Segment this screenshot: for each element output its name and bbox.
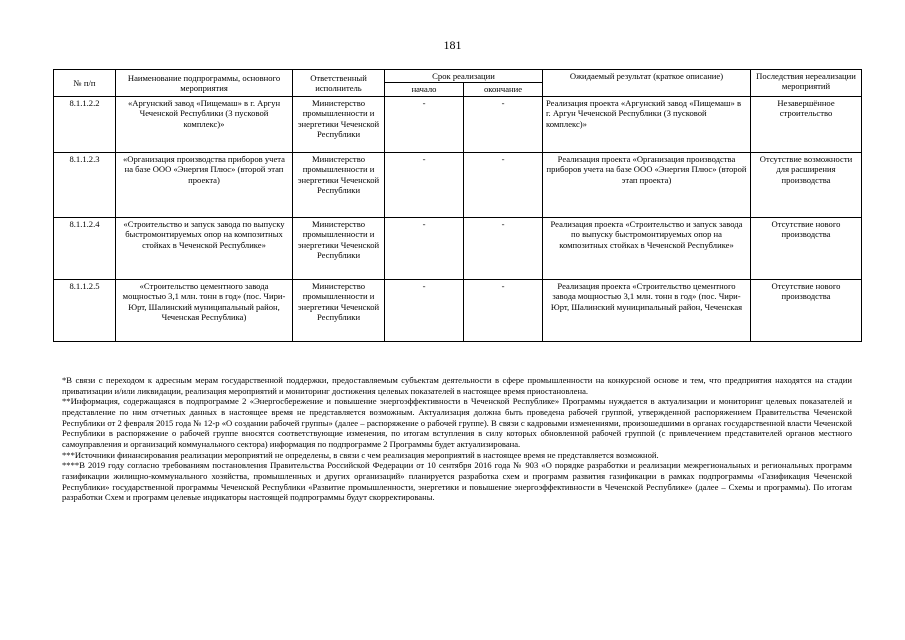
header-name: Наименование подпрограммы, основного мероприятия — [116, 70, 293, 97]
table-row — [54, 279, 862, 341]
row-consequences: Отсутствие возможности для расширения производства — [751, 152, 862, 217]
page-number: 181 — [443, 38, 462, 52]
row-responsible: Министерство промышленности и энергетики Чеченской Республики — [293, 152, 385, 217]
row-end: - — [464, 217, 543, 279]
row-name: «Организация производства приборов учета на базе ООО «Энергия Плюс» (второй этап проекта) — [116, 152, 293, 217]
header-responsible: Ответственный исполнитель — [293, 70, 385, 97]
header-period: Срок реализации — [385, 70, 543, 83]
footnote-3: ***Источники финансирования реализации мероприятий не определены, в связи с чем реализация мероприятий в настоящее время не представляется возможной. — [62, 449, 659, 460]
row-num: 8.1.1.2.2 — [54, 96, 116, 152]
footnote-2: **Информация, содержащаяся в подпрограмме 2 «Энергосбережение и повышение энергоэффективности в Чеченской Республике» Программы нуждается в актуализации и мониторинг целевых показателей и представление по ним отчетных данных в настоящее время не представляется возможным. Актуализация должна быть проведена рабочей группой, утвержденной распоряжением Правительства Чеченской Республики от 2 февраля 2015 года № 12-р «О создании рабочей группы» (далее – распоряжение о рабочей группе). В связи с кадровыми изменениями, произошедшими в органах государственной власти Чеченской Республики в распоряжение о рабочей группе вносятся соответствующие изменения, по итогам вступления в силу которых обновленной рабочей группой (с привлечением представителей органов местного самоуправления и организаций коммунального сектора) информация по подпрограмме 2 Программы будет актуализирована. — [62, 396, 852, 449]
row-num: 8.1.1.2.4 — [54, 217, 116, 279]
row-name: «Аргунский завод «Пищемаш» в г. Аргун Чеченской Республики (3 пусковой комплекс)» — [116, 96, 293, 152]
footnote-1: *В связи с переходом к адресным мерам государственной поддержки, предоставляемым субъектам деятельности в сфере промышленности на конкурсной основе и тем, что предприятия находятся на стадии приватизации и/или ликвидации, реализация мероприятий и мониторинг достижения целевых показателей в настоящее время приостановлена. — [62, 375, 852, 396]
row-consequences: Отсутствие нового производства — [751, 279, 862, 341]
header-start: начало — [385, 83, 464, 96]
row-start: - — [385, 217, 464, 279]
footnote-4: ****В 2019 году согласно требованиям постановления Правительства Российской Федерации от 10 сентября 2016 года № 903 «О порядке разработки и реализации межрегиональных и региональных программ газификации жилищно-коммунального хозяйства, промышленных и других организаций» планируется разработка схем и программ развития газификации в рамках подпрограммы «Газификация Чеченской Республики» государственной программы Чеченской Республики «Развитие промышленности, энергетики и повышение энергоэффективности в Чеченской Республике» (далее – Схемы и программы). По итогам разработки Схем и программ целевые индикаторы настоящей подпрограммы будут скорректированы. — [62, 460, 852, 503]
header-end: окончание — [464, 83, 543, 96]
row-num: 8.1.1.2.5 — [54, 279, 116, 341]
row-num: 8.1.1.2.3 — [54, 152, 116, 217]
table-row — [54, 152, 862, 217]
row-result: Реализация проекта «Организация производства приборов учета на базе ООО «Энергия Плюс» (второй этап проекта) — [543, 152, 751, 217]
row-end: - — [464, 96, 543, 152]
row-start: - — [385, 152, 464, 217]
header-num: № п/п — [54, 70, 116, 97]
row-start: - — [385, 279, 464, 341]
header-result: Ожидаемый результат (краткое описание) — [543, 70, 751, 97]
row-responsible: Министерство промышленности и энергетики Чеченской Республики — [293, 279, 385, 341]
header-row — [54, 70, 862, 83]
row-result: Реализация проекта «Аргунский завод «Пищемаш» в г. Аргун Чеченской Республики (3 пусковой комплекс)» — [543, 96, 751, 152]
footnotes — [62, 375, 852, 503]
measures-table — [53, 69, 862, 342]
row-end: - — [464, 279, 543, 341]
header-consequences: Последствия нереализации мероприятий — [751, 70, 862, 97]
row-result: Реализация проекта «Строительство цементного завода мощностью 3,1 млн. тонн в год» (пос. Чири-Юрт, Шалинский муниципальный район, Чеченская — [543, 279, 751, 341]
table-row — [54, 217, 862, 279]
row-start: - — [385, 96, 464, 152]
row-consequences: Отсутствие нового производства — [751, 217, 862, 279]
row-responsible: Министерство промышленности и энергетики Чеченской Республики — [293, 96, 385, 152]
row-consequences: Незавершённое строительство — [751, 96, 862, 152]
row-end: - — [464, 152, 543, 217]
row-name: «Строительство и запуск завода по выпуску быстромонтируемых опор на композитных стойках в Чеченской Республике» — [116, 217, 293, 279]
row-responsible: Министерство промышленности и энергетики Чеченской Республики — [293, 217, 385, 279]
table-row — [54, 96, 862, 152]
row-result: Реализация проекта «Строительство и запуск завода по выпуску быстромонтируемых опор на композитных стойках в Чеченской Республике» — [543, 217, 751, 279]
row-name: «Строительство цементного завода мощностью 3,1 млн. тонн в год» (пос. Чири-Юрт, Шалинский муниципальный район, Чеченская Республика) — [116, 279, 293, 341]
